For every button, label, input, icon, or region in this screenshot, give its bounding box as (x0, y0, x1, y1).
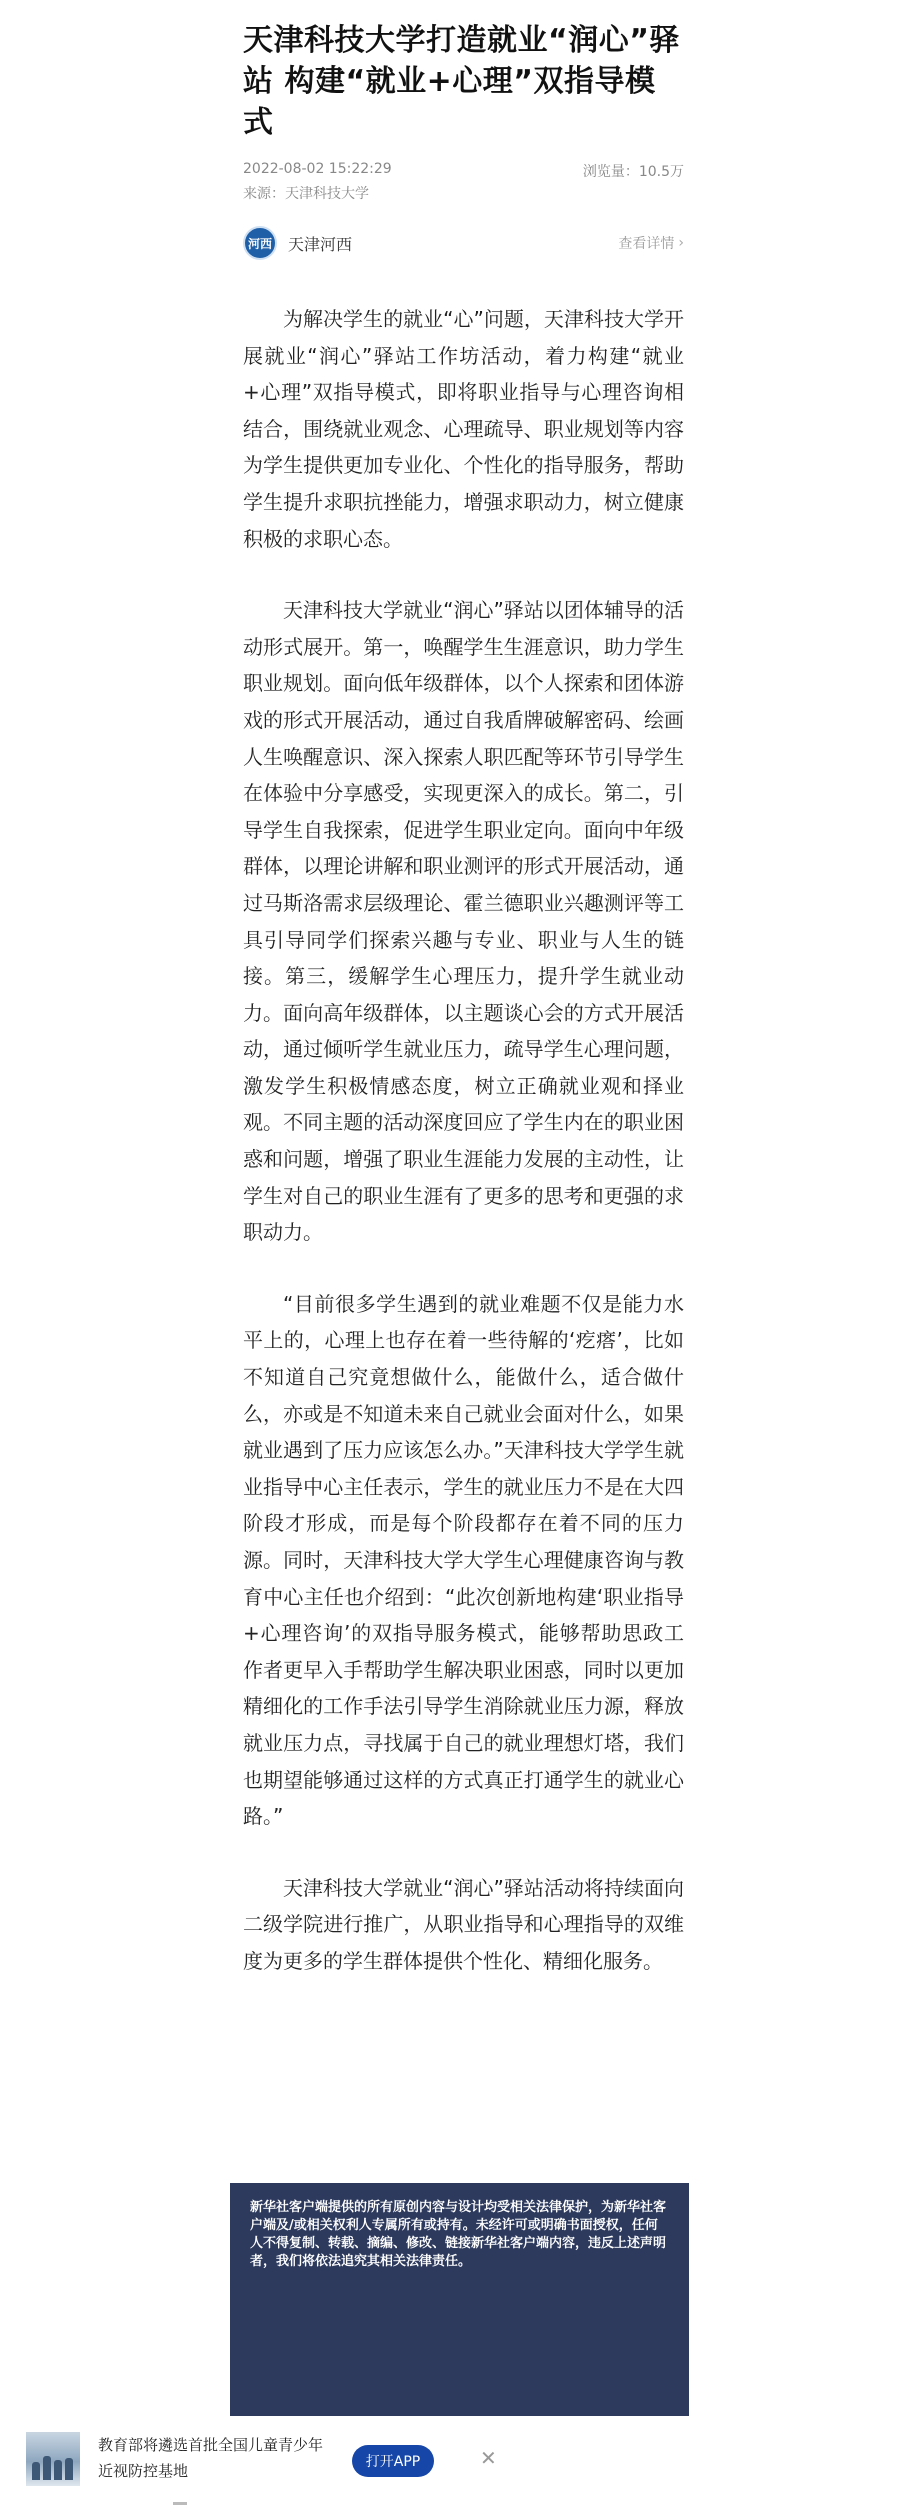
banner-headline[interactable]: 教育部将遴选首批全国儿童青少年近视防控基地 (98, 2436, 324, 2480)
author-info[interactable] (243, 226, 352, 260)
app-promo-banner[interactable] (0, 2418, 915, 2508)
copyright-notice: 新华社客户端提供的所有原创内容与设计均受相关法律保护，为新华社客户端及/或相关权利人专属所有或持有。未经许可或明确书面授权，任何人不得复制、转载、摘编、修改、链接新华社客户端内容，违反上述声明者，我们将依法追究其相关法律责任。 (230, 2183, 689, 2416)
article-meta (243, 161, 684, 181)
author-name[interactable]: 天津河西 (288, 234, 353, 254)
article-paragraph: “目前很多学生遇到的就业难题不仅是能力水平上的，心理上也存在着一些待解的‘疙瘩’，比如不知道自己究竟想做什么，能做什么，适合做什么，亦或是不知道未来自己就业会面对什么，如果就业遇到了压力应该怎么办。”天津科技大学学生就业指导中心主任表示，学生的就业压力不是在大四阶段才形成，而是每个阶段都存在着不同的压力源。同时，天津科技大学大学生心理健康咨询与教育中心主任也介绍到：“此次创新地构建‘职业指导+心理咨询’的双指导服务模式，能够帮助思政工作者更早入手帮助学生解决职业困惑，同时以更加精细化的工作手法引导学生消除就业压力源，释放就业压力点，寻找属于自己的就业理想灯塔，我们也期望能够通过这样的方式真正打通学生的就业心路。” (243, 1291, 684, 1829)
article-source: 来源：天津科技大学 (243, 186, 369, 202)
author-row (243, 225, 684, 261)
banner-thumbnail[interactable] (26, 2432, 80, 2486)
article-body (243, 301, 684, 1980)
publish-datetime: 2022-08-02 15:22:29 (243, 161, 392, 177)
article-title: 天津科技大学打造就业“润心”驿站 构建“就业+心理”双指导模式 (243, 23, 680, 140)
view-details-link[interactable] (618, 233, 684, 253)
article-paragraph: 天津科技大学就业“润心”驿站活动将持续面向二级学院进行推广，从职业指导和心理指导的双维度为更多的学生群体提供个性化、精细化服务。 (243, 1875, 684, 1973)
close-icon[interactable]: ✕ (480, 2446, 497, 2470)
view-count: 浏览量：10.5万 (582, 164, 684, 180)
chevron-right-icon: › (678, 235, 684, 251)
view-details-label: 查看详情 (618, 236, 675, 252)
open-app-button[interactable]: 打开APP (352, 2445, 434, 2477)
author-avatar[interactable]: 河西 (243, 226, 277, 260)
article-paragraph: 为解决学生的就业“心”问题，天津科技大学开展就业“润心”驿站工作坊活动，着力构建“就业+心理”双指导模式，即将职业指导与心理咨询相结合，围绕就业观念、心理疏导、职业规划等内容为学生提供更加专业化、个性化的指导服务，帮助学生提升求职抗挫能力，增强求职动力，树立健康积极的求职心态。 (243, 307, 684, 551)
article-paragraph: 天津科技大学就业“润心”驿站以团体辅导的活动形式展开。第一，唤醒学生生涯意识，助力学生职业规划。面向低年级群体，以个人探索和团体游戏的形式开展活动，通过自我盾牌破解密码、绘画人生唤醒意识、深入探索人职匹配等环节引导学生在体验中分享感受，实现更深入的成长。第二，引导学生自我探索，促进学生职业定向。面向中年级群体，以理论讲解和职业测评的形式开展活动，通过马斯洛需求层级理论、霍兰德职业兴趣测评等工具引导同学们探索兴趣与专业、职业与人生的链接。第三，缓解学生心理压力，提升学生就业动力。面向高年级群体，以主题谈心会的方式开展活动，通过倾听学生就业压力，疏导学生心理问题，激发学生积极情感态度，树立正确就业观和择业观。不同主题的活动深度回应了学生内在的职业困惑和问题，增强了职业生涯能力发展的主动性，让学生对自己的职业生涯有了更多的思考和更强的求职动力。 (243, 598, 684, 1245)
page-indicator (173, 2502, 187, 2505)
article (243, 0, 684, 2015)
